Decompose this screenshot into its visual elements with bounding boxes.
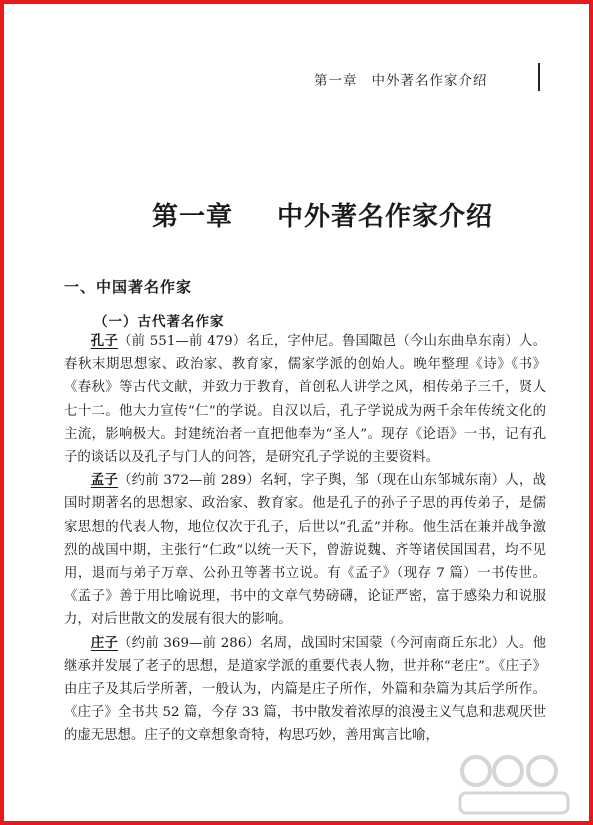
paragraph-text: （前 551—前 479）名丘，字仲尼。鲁国陬邑（今山东曲阜东南）人。春秋末期思想家、政治家、教育家，儒家学派的创始人。晚年整理《诗》《书》《春秋》等古代文献，并致力于教育，首创私人讲学之风，相传弟子三千，贤人七十二。他大力宣传“仁”的学说。自汉以后，孔子学说成为两千余年传统文化的主流，影响极大。封建统治者一直把他奉为“圣人”。现存《论语》一书，记有孔子的谈话以及孔子与门人的问答，是研究孔子学说的主要资料。 [64,334,546,466]
header-title: 中外著名作家介绍 [371,73,488,89]
paragraph-text: （约前 369—前 286）名周，战国时宋国蒙（今河南商丘东北）人。他继承并发展了老子的思想，是道家学派的重要代表人物，世并称“老庄”。《庄子》由庄子及其后学所著，一般认为，内篇是庄子所作，外篇和杂篇为其后学所作。《庄子》全书共 52 篇，今存 33 篇，书中散发着浓厚的浪漫主义气息和悲观厌世的虚无思想。庄子的文章想象奇特，构思巧妙，善用寓言比喻， [64,635,546,744]
watermark-logo [456,749,576,819]
chapter-number: 第一章 [152,202,234,232]
chapter-title [152,196,493,233]
author-name: 庄子 [90,634,119,651]
paragraph-mencius [64,469,546,631]
paragraph-zhuangzi [64,632,546,748]
section-heading: 一、中国著名作家 [64,278,193,296]
header-chapter: 第一章 [314,73,358,89]
author-name: 孟子 [90,472,119,489]
subsection-heading: （一）古代著名作家 [94,314,225,330]
running-header [314,69,544,89]
chapter-name: 中外著名作家介绍 [277,202,494,232]
paragraph-text: （约前 372—前 289）名轲，字子舆，邹（现在山东邹城东南）人，战国时期著名的思想家、政治家、教育家。他是孔子的孙子子思的再传弟子，是儒家思想的代表人物，地位仅次于孔子，后世以“孔孟”并称。他生活在兼并战争激烈的战国中期，主张行“仁政”以统一天下，曾游说魏、齐等诸侯国国君，均不见用，退而与弟子万章、公孙丑等著书立说。有《孟子》（现存 7 篇）一书传世。《孟子》善于用比喻说理，书中的文章气势磅礴，论证严密，富于感染力和说服力，对后世散文的发展有很大的影响。 [64,473,546,628]
body-text [64,330,546,748]
author-name: 孔子 [90,333,119,349]
header-rule [538,63,540,91]
paragraph-confucius [64,330,546,469]
